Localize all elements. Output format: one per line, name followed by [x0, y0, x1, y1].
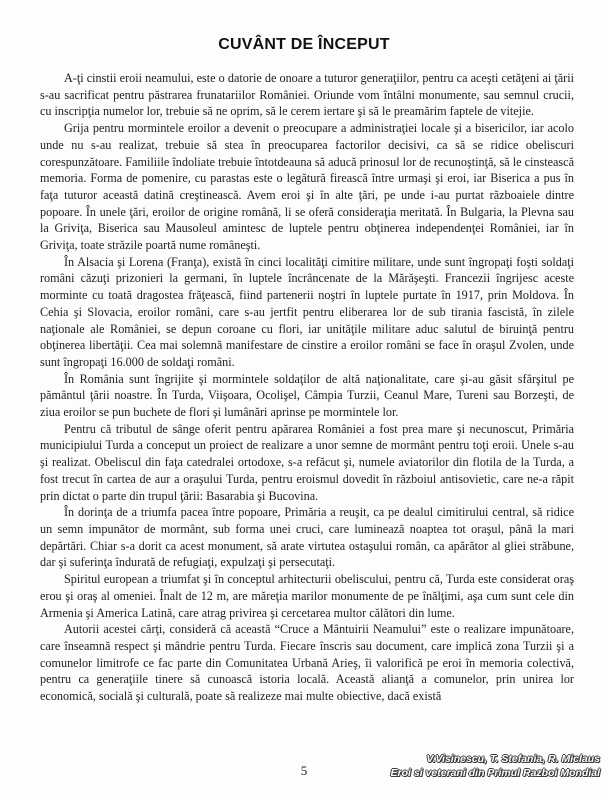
paragraph: Spiritul european a triumfat şi în conceptul arhitecturii obeliscului, pentru că, Turda este considerat oraş erou şi oraş al omeniei. Înalt de 12 m, are măreţia marilor monumente de pe înălţimi, aşa cum sunt cele din Armenia şi America Latină, care atrag privirea şi cercetarea multor călători din lume. [40, 572, 574, 620]
paragraph: În dorinţa de a triumfa pacea între popoare, Primăria a reuşit, ca pe dealul cimitirului central, să ridice un semn impunător de mormânt, sub forma unei cruci, care luminează noaptea tot oraşul, până la mari depărtări. Chiar s-a dorit ca acest monument, să arate virtutea ostaşului român, ca apărător al gliei străbune, dar şi suferinţa îndurată de refugiaţi, expulzaţi şi persecutaţi. [40, 505, 574, 570]
paragraph: Pentru că tributul de sânge oferit pentru apărarea României a fost prea mare şi necunoscut, Primăria municipiului Turda a conceput un proiect de realizare a unor semne de mormânt pentru toţi eroii. Unele s-au şi realizat. Obeliscul din faţa catedralei ortodoxe, s-a refăcut şi, numele aviatorilor din flotila de la Turda, a fost trecut în cartea de aur a oraşului Turda, pentru eroismul dovedit în războiul antisovietic, care ne-a răpit prin dictat o parte din trupul ţării: Basarabia şi Bucovina. [40, 421, 574, 503]
watermark [391, 752, 600, 780]
document-body [40, 70, 574, 705]
paragraph: În România sunt îngrijite şi mormintele soldaţilor de altă naţionalitate, care şi-au găsit sfârşitul pe pământul ţării noastre. În Turda, Viişoara, Ocolişel, Câmpia Turzii, Ceanul Mare, Tureni sau Borzeşti, de ziua eroilor se pun buchete de flori şi lumânări aprinse pe mormintele lor. [40, 371, 574, 420]
paragraph: A-ţi cinstii eroii neamului, este o datorie de onoare a tuturor generaţiilor, pentru ca aceşti cetăţeni ai ţării s-au sacrificat pentru păstrarea frunatariilor României. Oriunde vom întâlni monumente, sau semnul crucii, cu inscripţia numelor lor, trebuie să ne oprim, să le cerem iertare şi să le preamărim faptele de vitejie. [40, 71, 574, 119]
watermark-authors: V.Visinescu, T. Stefania, R. Miclaus [426, 753, 600, 765]
watermark-book-title: Eroi si veterani din Primul Razboi Mondial [390, 767, 600, 779]
page-title: CUVÂNT DE ÎNCEPUT [218, 36, 390, 53]
page-number: 5 [300, 763, 308, 778]
paragraph: Grija pentru mormintele eroilor a devenit o preocupare a administraţiei locale şi a bisericilor, iar acolo unde nu s-au realizat, trebuie să stea în preocuparea factorilor decisivi, ca să se ridice obeliscuri corespunzătoare. Familiile îndoliate trebuie întotdeauna să aducă prinosul lor de recunoştinţă, să le cinstească memoria. Forma de pomenire, cu parastas este o legătură firească între urmaşi şi eroi, iar Biserica a pus în faţa tuturor această datină creştinească. Avem eroi şi în alte ţări, pe unde i-au purtat războaiele dintre popoare. În unele ţări, eroilor de origine română, li se oferă consideraţia meritată. În Bulgaria, la Plevna sau la Griviţa, Biserica sau Mausoleul amintesc de luptele pentru obţinerea independenţei României, iar în Griviţa, toate străzile poartă nume româneşti. [40, 121, 574, 253]
paragraph: În Alsacia şi Lorena (Franţa), există în cinci localităţi cimitire militare, unde sunt îngropaţi foşti soldaţi români căzuţi prizonieri la germani, în luptele încrâncenate de la Mărăşeşti. Francezii îngrijesc aceste morminte cu toată dragostea frăţească, fiind partenerii noştri în luptele purtate în 1917, prin Moldova. În Cehia şi Slovacia, eroilor români, care s-au jertfit pentru eliberarea lor de sub tirania fascistă, în zilele naţionale ale României, se depun coroane cu flori, iar unităţile militare aduc salutul de biruinţă pentru obţinerea libertăţii. Cea mai solemnă manifestare de cinstire a eroilor români se face în oraşul Zvolen, unde sunt îngropaţi 16.000 de soldaţi români. [40, 254, 574, 369]
paragraph: Autorii acestei cărţi, consideră că această “Cruce a Mântuirii Neamului” este o realizare impunătoare, care înseamnă respect şi mândrie pentru Turda. Fiecare înscris sau document, care implică zona Turzii şi a comunelor limitrofe ce fac parte din Comunitatea Urbană Arieş, îi valorifică pe eroi în memoria colectivă, pentru ca generaţiile tinere să cunoască istoria locală. Această alianţă a comunelor, prin unirea lor economică, socială şi culturală, poate să realizeze mai multe obiective, dacă există [40, 622, 574, 704]
